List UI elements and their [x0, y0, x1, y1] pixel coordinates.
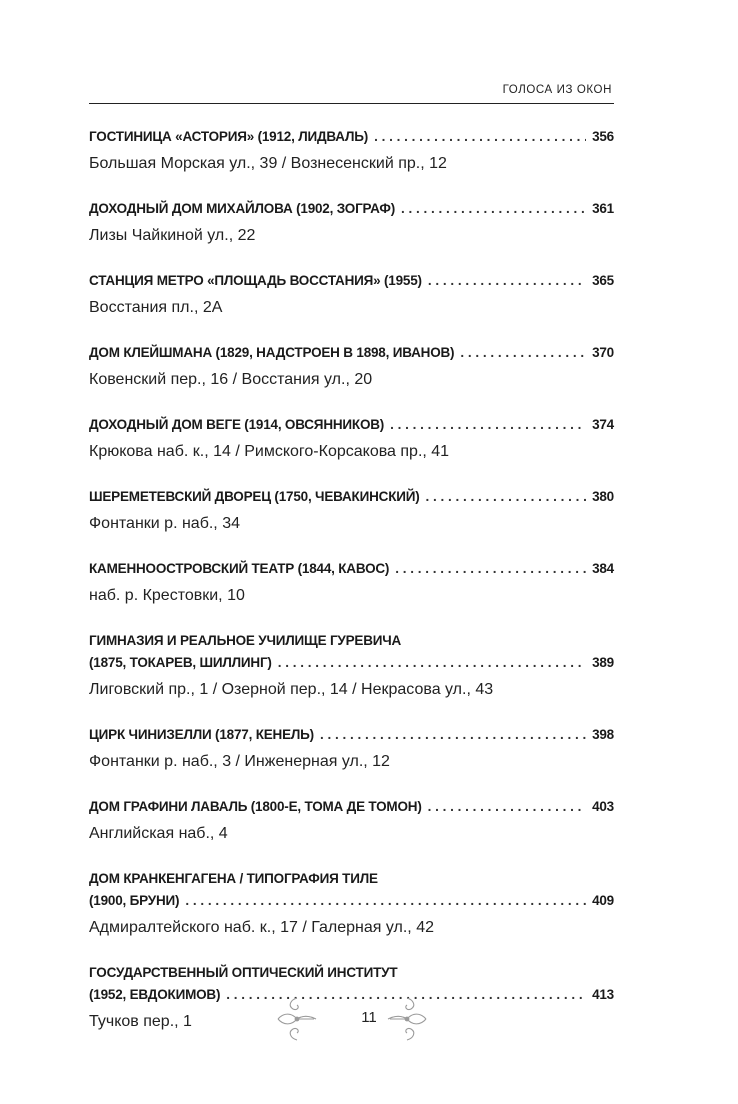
toc-entry-page: 403 — [592, 799, 614, 814]
page-number: 11 — [361, 1009, 377, 1026]
toc-entry[interactable] — [89, 558, 614, 607]
running-head: ГОЛОСА ИЗ ОКОН — [502, 84, 612, 96]
toc-entry-title: ДОМ КЛЕЙШМАНА (1829, НАДСТРОЕН В 1898, ИВАНОВ) — [89, 345, 455, 360]
toc-entry-address: Адмиралтейского наб. к., 17 / Галерная ул., 42 — [89, 919, 434, 936]
toc-entry-page: 409 — [592, 893, 614, 908]
toc-entry-title: ДОМ КРАНКЕНГАГЕНА / ТИПОГРАФИЯ ТИЛЕ — [89, 871, 378, 886]
toc-entry-page: 380 — [592, 489, 614, 504]
toc-entry-page: 389 — [592, 655, 614, 670]
toc-entry-title: ДОМ ГРАФИНИ ЛАВАЛЬ (1800-Е, ТОМА ДЕ ТОМОН) — [89, 799, 422, 814]
toc-entry-title-line — [89, 558, 614, 580]
toc-entry-address: Лиговский пр., 1 / Озерной пер., 14 / Некрасова ул., 43 — [89, 681, 494, 698]
toc-entry[interactable] — [89, 126, 614, 175]
toc-entry-title-line — [89, 342, 614, 364]
toc-entry-title-line — [89, 724, 614, 746]
table-of-contents — [89, 126, 614, 1056]
toc-entry-address: Фонтанки р. наб., 34 — [89, 515, 240, 532]
dot-leader — [401, 198, 586, 220]
toc-entry-address: Тучков пер., 1 — [89, 1013, 192, 1030]
toc-entry-page: 413 — [592, 987, 614, 1002]
toc-entry-address: Лизы Чайкиной ул., 22 — [89, 227, 256, 244]
toc-entry-title: ШЕРЕМЕТЕВСКИЙ ДВОРЕЦ (1750, ЧЕВАКИНСКИЙ) — [89, 489, 420, 504]
dot-leader — [395, 558, 586, 580]
toc-entry-address: Восстания пл., 2А — [89, 299, 223, 316]
toc-entry-page: 370 — [592, 345, 614, 360]
toc-entry-page: 356 — [592, 129, 614, 144]
toc-entry[interactable] — [89, 414, 614, 463]
toc-entry-title: ГИМНАЗИЯ И РЕАЛЬНОЕ УЧИЛИЩЕ ГУРЕВИЧА — [89, 633, 402, 648]
dot-leader — [428, 270, 586, 292]
toc-entry-title: (1900, БРУНИ) — [89, 893, 180, 908]
toc-entry[interactable] — [89, 868, 614, 939]
toc-entry-address: Английская наб., 4 — [89, 825, 228, 842]
toc-entry-title: (1952, ЕВДОКИМОВ) — [89, 987, 221, 1002]
toc-entry-title: ДОХОДНЫЙ ДОМ МИХАЙЛОВА (1902, ЗОГРАФ) — [89, 201, 396, 216]
toc-entry-title-line — [89, 198, 614, 220]
toc-entry-title: (1875, ТОКАРЕВ, ШИЛЛИНГ) — [89, 655, 272, 670]
toc-entry-title: ГОСТИНИЦА «АСТОРИЯ» (1912, ЛИДВАЛЬ) — [89, 129, 369, 144]
toc-entry-title-line — [89, 270, 614, 292]
toc-entry-title: СТАНЦИЯ МЕТРО «ПЛОЩАДЬ ВОССТАНИЯ» (1955) — [89, 273, 422, 288]
header-rule — [89, 103, 614, 104]
toc-entry-title: КАМЕННООСТРОВСКИЙ ТЕАТР (1844, КАВОС) — [89, 561, 390, 576]
toc-entry-title-line — [89, 890, 614, 912]
toc-entry-address: Ковенский пер., 16 / Восстания ул., 20 — [89, 371, 373, 388]
toc-entry[interactable] — [89, 724, 614, 773]
toc-entry-page: 361 — [592, 201, 614, 216]
dot-leader — [428, 796, 586, 818]
dot-leader — [374, 126, 586, 148]
toc-entry-title-line — [89, 652, 614, 674]
toc-entry-page: 365 — [592, 273, 614, 288]
dot-leader — [185, 890, 586, 912]
toc-entry-title-line — [89, 868, 614, 890]
toc-entry-title: ГОСУДАРСТВЕННЫЙ ОПТИЧЕСКИЙ ИНСТИТУТ — [89, 965, 398, 980]
toc-entry-address: Большая Морская ул., 39 / Вознесенский пр., 12 — [89, 155, 447, 172]
toc-entry-address: Крюкова наб. к., 14 / Римского-Корсакова пр., 41 — [89, 443, 450, 460]
toc-entry-title: ЦИРК ЧИНИЗЕЛЛИ (1877, КЕНЕЛЬ) — [89, 727, 314, 742]
toc-entry-title-line — [89, 796, 614, 818]
toc-entry[interactable] — [89, 796, 614, 845]
dot-leader — [278, 652, 586, 674]
toc-entry[interactable] — [89, 270, 614, 319]
toc-entry-page: 384 — [592, 561, 614, 576]
dot-leader — [426, 486, 587, 508]
dot-leader — [390, 414, 586, 436]
toc-entry-title-line — [89, 962, 614, 984]
toc-entry[interactable] — [89, 486, 614, 535]
toc-entry-title-line — [89, 126, 614, 148]
toc-entry-page: 398 — [592, 727, 614, 742]
toc-entry-address: наб. р. Крестовки, 10 — [89, 587, 245, 604]
toc-entry-title-line — [89, 414, 614, 436]
toc-entry-title-line — [89, 486, 614, 508]
toc-entry[interactable] — [89, 630, 614, 701]
dot-leader — [320, 724, 586, 746]
toc-entry[interactable] — [89, 342, 614, 391]
toc-entry-title: ДОХОДНЫЙ ДОМ ВЕГЕ (1914, ОВСЯННИКОВ) — [89, 417, 385, 432]
toc-entry-address: Фонтанки р. наб., 3 / Инженерная ул., 12 — [89, 753, 390, 770]
dot-leader — [460, 342, 586, 364]
toc-entry-title-line — [89, 630, 614, 652]
toc-entry-page: 374 — [592, 417, 614, 432]
toc-entry[interactable] — [89, 198, 614, 247]
